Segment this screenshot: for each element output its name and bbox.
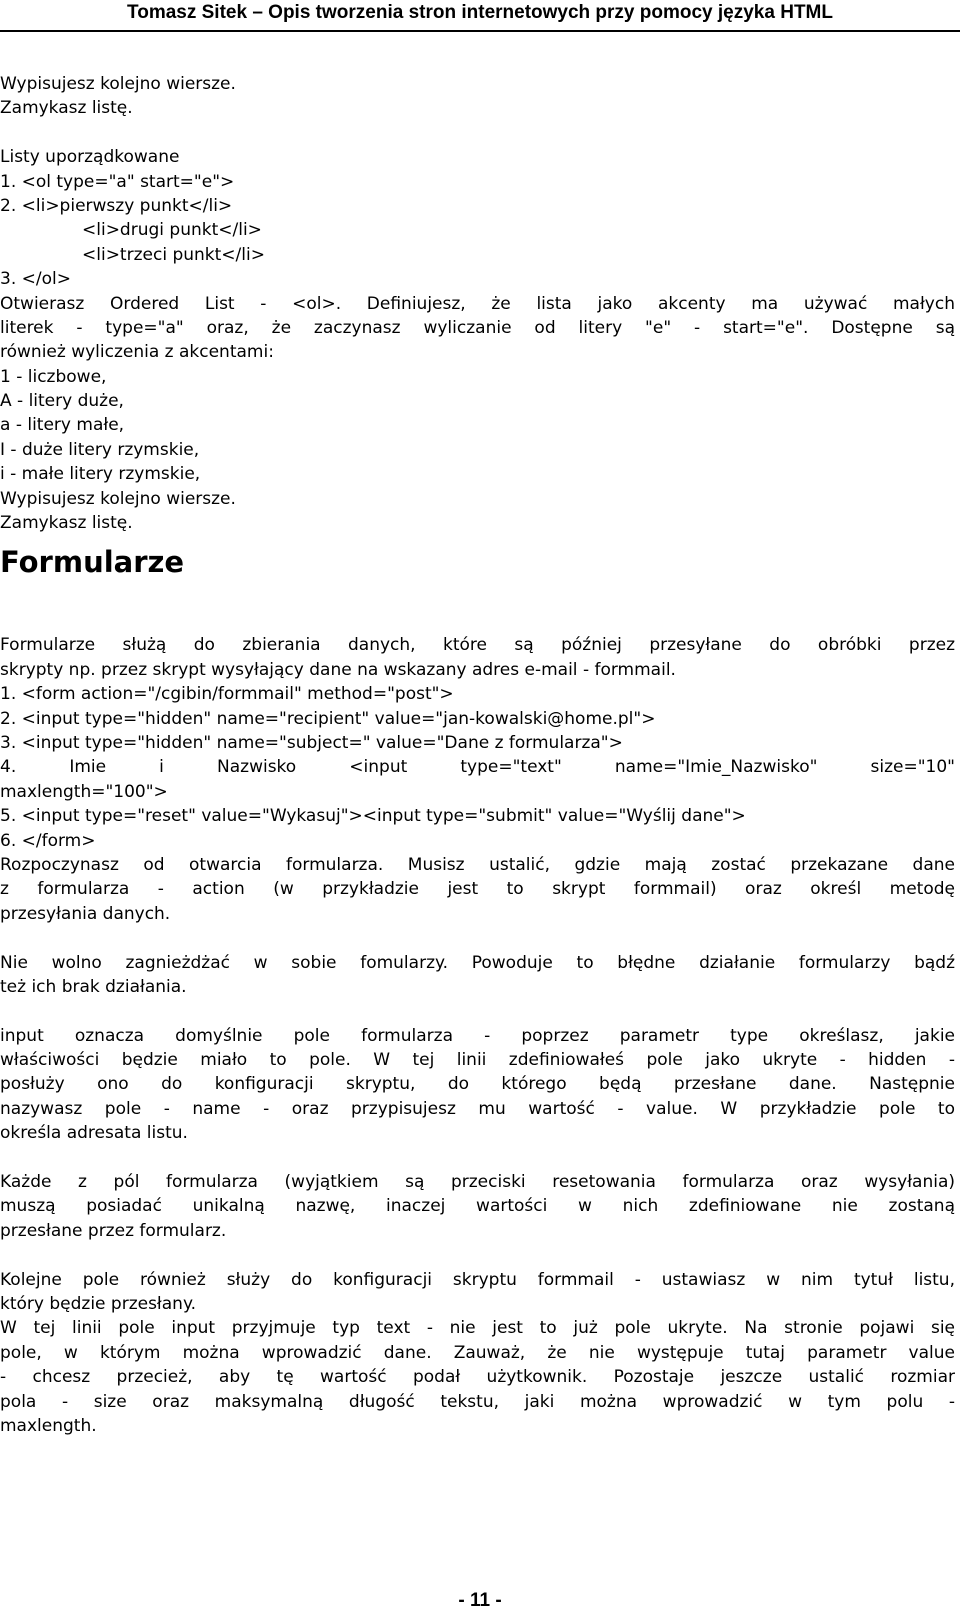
text-line: Wypisujesz kolejno wiersze. [0, 74, 236, 94]
text-line: Każde z pól formularza (wyjątkiem są przeciski resetowania formularza oraz wysyłania) [0, 1172, 955, 1193]
text-line: literek - type="a" oraz, że zaczynasz wyliczanie od litery "e" - start="e". Dostępne są [0, 317, 955, 338]
code-line: 4. Imie i Nazwisko <input type="text" name="Imie_Nazwisko" size="10" [0, 757, 955, 778]
document-body [0, 72, 955, 1438]
code-line: 3. </ol> [0, 269, 71, 290]
text-line: Listy uporządkowane [0, 147, 180, 168]
page-header: Tomasz Sitek – Opis tworzenia stron internetowych przy pomocy języka HTML [127, 2, 833, 23]
text-line: muszą posiadać unikalną nazwę, inaczej wartości w nich zdefiniowane nie zostaną [0, 1196, 955, 1217]
text-line: posłuży ono do konfiguracji skryptu, do którego będą przesłane dane. Następnie [0, 1074, 955, 1095]
text-line: A - litery duże, [0, 391, 124, 412]
code-line: 1. <ol type="a" start="e"> [0, 171, 235, 192]
text-line: Zamykasz listę. [0, 513, 133, 534]
header-rule [0, 30, 960, 32]
text-line: Rozpoczynasz od otwarcia formularza. Musisz ustalić, gdzie mają zostać przekazane dane [0, 854, 955, 875]
text-line: 1 - liczbowe, [0, 366, 107, 387]
text-line: przesyłania danych. [0, 903, 171, 924]
text-line: skrypty np. przez skrypt wysyłający dane na wskazany adres e-mail - formmail. [0, 659, 676, 680]
text-line: - chcesz przecież, aby tę wartość podał użytkownik. Pozostaje jeszcze ustalić rozmiar [0, 1367, 955, 1388]
text-line: nazywasz pole - name - oraz przypisujesz mu wartość - value. W przykładzie pole to [0, 1098, 955, 1119]
text-line: a - litery małe, [0, 415, 125, 436]
text-line: też ich brak działania. [0, 976, 187, 997]
text-line: pola - size oraz maksymalną długość tekstu, jaki można wprowadzić w tym polu - [0, 1391, 955, 1412]
text-line: Wypisujesz kolejno wiersze. [0, 488, 236, 509]
code-line: 3. <input type="hidden" name="subject=" value="Dane z formularza"> [0, 732, 623, 753]
code-line: <li>drugi punkt</li> [82, 220, 262, 241]
text-line: właściwości będzie miało to pole. W tej linii zdefiniowałeś pole jako ukryte - hidden - [0, 1050, 955, 1071]
text-line: określa adresata listu. [0, 1123, 188, 1144]
text-line: który będzie przesłany. [0, 1293, 196, 1314]
text-line: i - małe litery rzymskie, [0, 464, 201, 485]
text-line: maxlength. [0, 1415, 97, 1436]
text-line: Zamykasz listę. [0, 98, 133, 119]
code-line: 1. <form action="/cgibin/formmail" method="post"> [0, 684, 454, 705]
code-line: 2. <li>pierwszy punkt</li> [0, 195, 233, 216]
text-line: I - duże litery rzymskie, [0, 439, 200, 460]
text-line: Otwierasz Ordered List - <ol>. Definiujesz, że lista jako akcenty ma używać małych [0, 293, 955, 314]
text-line: z formularza - action (w przykładzie jest to skrypt formmail) oraz określ metodę [0, 879, 955, 900]
text-line: również wyliczenia z akcentami: [0, 342, 274, 363]
text-line: input oznacza domyślnie pole formularza - poprzez parametr type określasz, jakie [0, 1025, 955, 1046]
text-line: Nie wolno zagnieżdżać w sobie fomularzy. Powoduje to błędne działanie formularzy bądź [0, 952, 955, 973]
code-line: maxlength="100"> [0, 781, 168, 802]
text-line: przesłane przez formularz. [0, 1220, 227, 1241]
code-line: <li>trzeci punkt</li> [82, 244, 265, 265]
text-line: W tej linii pole input przyjmuje typ text - nie jest to już pole ukryte. Na stronie pojawi się [0, 1318, 955, 1339]
text-line: Formularze służą do zbierania danych, które są później przesyłane do obróbki przez [0, 635, 955, 656]
text-line: Kolejne pole również służy do konfiguracji skryptu formmail - ustawiasz w nim tytuł listu, [0, 1269, 955, 1290]
code-line: 5. <input type="reset" value="Wykasuj"><input type="submit" value="Wyślij dane"> [0, 806, 746, 827]
text-line: pole, w którym można wprowadzić dane. Zauważ, że nie występuje tutaj parametr value [0, 1342, 955, 1363]
code-line: 6. </form> [0, 830, 96, 851]
code-line: 2. <input type="hidden" name="recipient" value="jan-kowalski@home.pl"> [0, 708, 656, 729]
section-heading: Formularze [0, 545, 185, 580]
page-number: - 11 - [458, 1590, 502, 1611]
